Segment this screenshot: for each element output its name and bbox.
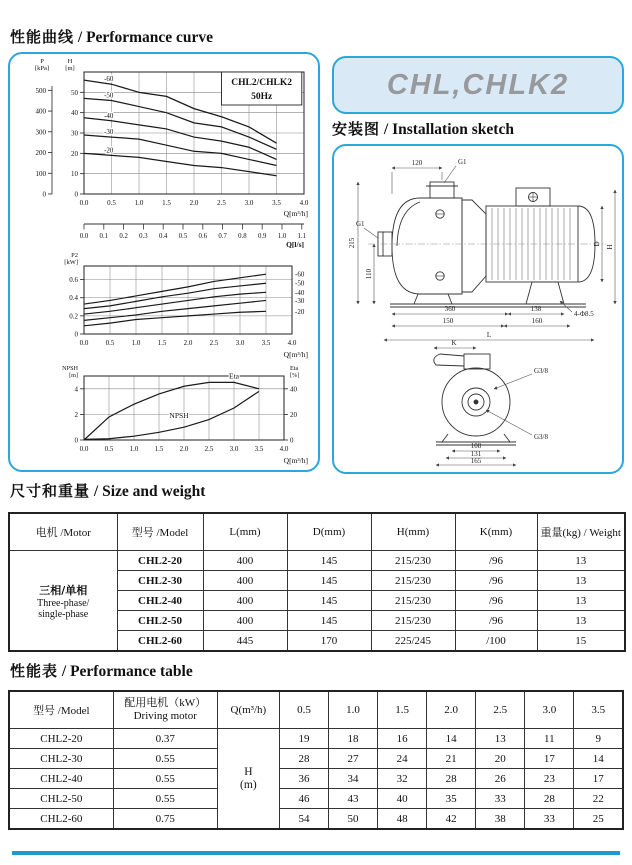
cell-K: /96 xyxy=(455,591,537,611)
brand-title: CHL,CHLK2 xyxy=(386,68,570,101)
x-tick-label: 4.0 xyxy=(287,339,297,347)
cell-model: CHL2-20 xyxy=(117,551,203,571)
y-tick-label: 2 xyxy=(74,410,78,419)
perf-col-model-header: 型号 /Model xyxy=(9,691,113,729)
cell-D: 145 xyxy=(287,551,371,571)
y-axis-title: P2 xyxy=(71,252,78,259)
perf-col-flow-header: 2.0 xyxy=(427,691,476,729)
perf-col-flow-header: 0.5 xyxy=(279,691,328,729)
scale-tick-label: 1.0 xyxy=(277,233,287,240)
x-tick-label: 2.0 xyxy=(189,199,199,207)
chart-subtitle: 50Hz xyxy=(251,92,273,102)
motor-group-line: 三相/单相 xyxy=(39,583,88,597)
heading-zh: 性能曲线 xyxy=(10,28,75,46)
cell-D: 145 xyxy=(287,571,371,591)
scale-tick-label: 0.4 xyxy=(158,233,168,240)
series-label-NPSH: NPSH xyxy=(169,411,189,421)
scale-tick-label: 0.0 xyxy=(79,233,89,240)
heading-size-weight xyxy=(10,480,205,501)
table-row xyxy=(9,551,625,571)
motor-header-en: Driving motor xyxy=(133,710,197,722)
p-tick-label: 300 xyxy=(35,128,46,137)
series-label--20: -20 xyxy=(104,146,114,155)
motor-header-zh: 配用电机（kW） xyxy=(124,697,207,709)
size-col-header: H(mm) xyxy=(371,513,455,551)
cell-head-value: 34 xyxy=(328,769,377,789)
scale-tick-label: 0.3 xyxy=(139,233,148,240)
cell-head-value: 48 xyxy=(378,809,427,830)
series-line--20 xyxy=(84,153,277,175)
heading-separator: / xyxy=(58,663,71,680)
series-label--40: -40 xyxy=(104,111,114,120)
x-axis-title: Q[m³/h] xyxy=(283,456,308,465)
cell-model: CHL2-30 xyxy=(117,571,203,591)
size-col-header: L(mm) xyxy=(203,513,287,551)
cell-head-value: 50 xyxy=(328,809,377,830)
cell-head-value: 26 xyxy=(476,769,525,789)
cell-head-value: 17 xyxy=(574,769,623,789)
y-tick-label: 50 xyxy=(71,88,78,97)
y-tick-label: 0 xyxy=(74,436,78,445)
x-tick-label: 1.5 xyxy=(154,445,164,453)
cell-weight: 13 xyxy=(537,611,625,631)
series-line--50 xyxy=(84,98,277,149)
scale-tick-label: 1.1 xyxy=(297,233,307,240)
x-tick-label: 1.0 xyxy=(131,339,141,347)
cell-head-value: 32 xyxy=(378,769,427,789)
dim-foot-span-a: 360 xyxy=(444,305,456,313)
table-row xyxy=(9,769,623,789)
footer-rule xyxy=(12,851,620,855)
series-label--40: -40 xyxy=(295,288,305,297)
p-axis-title: P xyxy=(40,58,44,65)
x-tick-label: 2.5 xyxy=(209,339,219,347)
heading-performance-curve xyxy=(10,26,213,47)
size-weight-table xyxy=(8,512,626,652)
x-tick-label: 1.0 xyxy=(129,445,139,453)
cell-K: /100 xyxy=(455,631,537,652)
p-tick-label: 200 xyxy=(35,149,46,158)
series-label--50: -50 xyxy=(295,279,305,288)
scale-tick-label: 0.9 xyxy=(257,233,267,240)
dim-height-total: 215 xyxy=(348,237,356,249)
scale-tick-label: 0.1 xyxy=(99,233,109,240)
cell-head-value: 21 xyxy=(427,749,476,769)
y2-tick-label: 40 xyxy=(290,385,297,394)
heading-separator: / xyxy=(380,121,393,138)
series-label--60: -60 xyxy=(104,75,114,84)
pump-front-view xyxy=(434,354,516,445)
cell-weight: 13 xyxy=(537,551,625,571)
cell-weight: 15 xyxy=(537,631,625,652)
cell-head-value: 27 xyxy=(328,749,377,769)
x-tick-label: 0.0 xyxy=(79,339,89,347)
dim-foot-span-d: 160 xyxy=(531,317,543,325)
y-tick-label: 30 xyxy=(71,129,78,138)
heading-en: Performance curve xyxy=(86,29,214,46)
cell-motor-kw: 0.55 xyxy=(113,789,217,809)
cell-motor-kw: 0.37 xyxy=(113,729,217,749)
x-tick-label: 0.0 xyxy=(79,445,89,453)
x-tick-label: 2.0 xyxy=(179,445,189,453)
series-line--50 xyxy=(84,283,266,308)
table-row xyxy=(9,809,623,830)
dim-height-inlet: 110 xyxy=(365,268,373,280)
y-tick-label: 0.2 xyxy=(69,312,78,321)
x-axis-title: Q[m³/h] xyxy=(283,350,308,359)
p-tick-label: 100 xyxy=(35,169,46,178)
cell-K: /96 xyxy=(455,571,537,591)
cell-head-value: 38 xyxy=(476,809,525,830)
series-line--60 xyxy=(84,274,266,304)
cell-head-value: 28 xyxy=(279,749,328,769)
scale-axis-title: Q[l/s] xyxy=(286,240,304,248)
y-tick-label: 0.4 xyxy=(69,294,78,303)
cell-head-value: 23 xyxy=(525,769,574,789)
dim-top-port: G1 xyxy=(458,158,467,166)
series-label--60: -60 xyxy=(295,270,305,279)
heading-separator: / xyxy=(90,483,103,500)
cell-model: CHL2-60 xyxy=(117,631,203,652)
y-axis-title: [m] xyxy=(69,372,78,379)
y-axis-title: [m] xyxy=(65,65,75,72)
y2-tick-label: 0 xyxy=(290,436,294,445)
p-axis-title: [kPa] xyxy=(34,65,50,72)
cell-head-value: 16 xyxy=(378,729,427,749)
dim-base-b: 131 xyxy=(470,450,482,458)
cell-head-value: 24 xyxy=(378,749,427,769)
cell-L: 400 xyxy=(203,611,287,631)
cell-head-value: 54 xyxy=(279,809,328,830)
y-tick-label: 0.6 xyxy=(69,276,78,285)
cell-model: CHL2-50 xyxy=(117,611,203,631)
series-label--30: -30 xyxy=(295,296,305,305)
x-tick-label: 3.5 xyxy=(272,199,281,207)
cell-motor-kw: 0.55 xyxy=(113,769,217,789)
x-tick-label: 1.5 xyxy=(157,339,167,347)
x-tick-label: 3.0 xyxy=(244,199,254,207)
perf-col-flow-header: 1.5 xyxy=(378,691,427,729)
perf-col-motor-header xyxy=(113,691,217,729)
cell-head-value: 40 xyxy=(378,789,427,809)
p-tick-label: 0 xyxy=(42,190,46,199)
npsh-eta-chart xyxy=(12,364,312,466)
cell-head-value: 25 xyxy=(574,809,623,830)
cell-L: 400 xyxy=(203,591,287,611)
head-unit-cell xyxy=(217,729,279,830)
dim-inlet-port: G1 xyxy=(356,220,365,228)
perf-col-flow-header: 2.5 xyxy=(476,691,525,729)
p-tick-label: 400 xyxy=(35,107,46,116)
cell-head-value: 43 xyxy=(328,789,377,809)
y2-tick-label: 20 xyxy=(290,410,297,419)
x-tick-label: 4.0 xyxy=(299,199,309,207)
cell-head-value: 20 xyxy=(476,749,525,769)
cell-head-value: 33 xyxy=(525,809,574,830)
series-label-Eta: Eta xyxy=(229,371,239,381)
perf-col-q-header: Q(m³/h) xyxy=(217,691,279,729)
y-axis-title: H xyxy=(67,58,73,65)
cell-head-value: 14 xyxy=(574,749,623,769)
p-tick-label: 500 xyxy=(35,86,46,95)
dim-plug-top: G3/8 xyxy=(534,367,548,375)
cell-model: CHL2-20 xyxy=(9,729,113,749)
heading-en: Size and weight xyxy=(102,483,206,500)
scale-tick-label: 0.7 xyxy=(218,233,227,240)
cell-head-value: 17 xyxy=(525,749,574,769)
cell-L: 400 xyxy=(203,571,287,591)
x-tick-label: 2.5 xyxy=(204,445,214,453)
heading-installation-sketch xyxy=(332,118,514,139)
table-row xyxy=(9,749,623,769)
power-chart xyxy=(12,250,312,362)
size-col-header: 电机 /Motor xyxy=(9,513,117,551)
cell-head-value: 35 xyxy=(427,789,476,809)
x-tick-label: 0.5 xyxy=(104,445,114,453)
heading-zh: 性能表 xyxy=(10,662,59,680)
cell-model: CHL2-60 xyxy=(9,809,113,830)
dim-base-c: 165 xyxy=(470,457,482,465)
cell-model: CHL2-40 xyxy=(9,769,113,789)
scale-tick-label: 0.5 xyxy=(178,233,188,240)
cell-weight: 13 xyxy=(537,591,625,611)
cell-head-value: 11 xyxy=(525,729,574,749)
y-tick-label: 10 xyxy=(71,170,78,179)
cell-H: 215/230 xyxy=(371,571,455,591)
cell-head-value: 13 xyxy=(476,729,525,749)
series-label--20: -20 xyxy=(295,307,305,316)
y-tick-label: 0 xyxy=(74,190,78,199)
head-unit-line: H xyxy=(244,765,253,778)
heading-zh: 尺寸和重量 xyxy=(10,482,91,500)
cell-head-value: 14 xyxy=(427,729,476,749)
cell-head-value: 36 xyxy=(279,769,328,789)
series-line--30 xyxy=(84,300,266,320)
perf-col-flow-header: 3.0 xyxy=(525,691,574,729)
heading-zh: 安装图 xyxy=(332,120,381,138)
size-col-header: K(mm) xyxy=(455,513,537,551)
perf-col-flow-header: 1.0 xyxy=(328,691,377,729)
cell-head-value: 28 xyxy=(427,769,476,789)
y-axis-title: [kW] xyxy=(64,259,78,266)
x-tick-label: 0.5 xyxy=(107,199,116,207)
cell-head-value: 33 xyxy=(476,789,525,809)
cell-H: 215/230 xyxy=(371,611,455,631)
dim-foot-span-b: 138 xyxy=(530,305,542,313)
size-col-header: 型号 /Model xyxy=(117,513,203,551)
motor-group-line: Three-phase/ xyxy=(37,597,90,609)
cell-model: CHL2-50 xyxy=(9,789,113,809)
cell-model: CHL2-30 xyxy=(9,749,113,769)
heading-separator: / xyxy=(74,29,87,46)
dimension-labels xyxy=(348,158,614,465)
cell-D: 170 xyxy=(287,631,371,652)
performance-table xyxy=(8,690,624,830)
y-tick-label: 20 xyxy=(71,149,78,158)
y-tick-label: 0 xyxy=(74,330,78,339)
cell-head-value: 22 xyxy=(574,789,623,809)
series-label--50: -50 xyxy=(104,91,114,100)
cell-head-value: 28 xyxy=(525,789,574,809)
x-axis-title: Q[m³/h] xyxy=(283,209,308,218)
x-tick-label: 3.5 xyxy=(261,339,271,347)
x-tick-label: 0.0 xyxy=(79,199,89,207)
y2-axis-title: Eta xyxy=(290,365,299,372)
scale-tick-label: 0.2 xyxy=(119,233,128,240)
cell-head-value: 46 xyxy=(279,789,328,809)
dim-k-width: K xyxy=(451,339,457,347)
x-tick-label: 2.0 xyxy=(183,339,193,347)
cell-motor-kw: 0.75 xyxy=(113,809,217,830)
performance-curve-panel xyxy=(8,52,320,472)
cell-head-value: 42 xyxy=(427,809,476,830)
dim-foot-span-c: 150 xyxy=(442,317,454,325)
chart-title: CHL2/CHLK2 xyxy=(231,78,293,88)
x-tick-label: 2.5 xyxy=(217,199,226,207)
x-tick-label: 3.5 xyxy=(254,445,264,453)
cell-H: 215/230 xyxy=(371,591,455,611)
heading-en: Installation sketch xyxy=(392,121,514,138)
head-flow-chart xyxy=(12,56,312,218)
cell-K: /96 xyxy=(455,551,537,571)
dim-motor-diameter: D xyxy=(593,241,601,247)
x-tick-label: 1.0 xyxy=(134,199,144,207)
cell-motor-kw: 0.55 xyxy=(113,749,217,769)
y-tick-label: 40 xyxy=(71,109,78,118)
y2-axis-title: [%] xyxy=(290,372,300,379)
cell-head-value: 18 xyxy=(328,729,377,749)
cell-head-value: 19 xyxy=(279,729,328,749)
series-label--30: -30 xyxy=(104,128,114,137)
size-col-header: 重量(kg) / Weight xyxy=(537,513,625,551)
cell-model: CHL2-40 xyxy=(117,591,203,611)
x-tick-label: 0.5 xyxy=(105,339,115,347)
perf-col-flow-header: 3.5 xyxy=(574,691,623,729)
cell-D: 145 xyxy=(287,611,371,631)
series-line--20 xyxy=(84,311,266,326)
y-axis-title: NPSH xyxy=(62,365,78,372)
dim-length: L xyxy=(486,331,492,339)
dim-plug-bottom: G3/8 xyxy=(534,433,548,441)
table-row xyxy=(9,729,623,749)
flow-ls-scale xyxy=(12,220,312,248)
x-tick-label: 4.0 xyxy=(279,445,289,453)
motor-group-cell xyxy=(9,551,117,652)
head-unit-line: (m) xyxy=(240,778,257,791)
x-tick-label: 1.5 xyxy=(162,199,171,207)
installation-sketch-panel xyxy=(332,144,624,474)
cell-head-value: 9 xyxy=(574,729,623,749)
brand-title-box xyxy=(332,56,624,114)
cell-H: 215/230 xyxy=(371,551,455,571)
cell-L: 445 xyxy=(203,631,287,652)
cell-K: /96 xyxy=(455,611,537,631)
x-tick-label: 3.0 xyxy=(229,445,239,453)
dim-base-a: 108 xyxy=(470,442,482,450)
cell-H: 225/245 xyxy=(371,631,455,652)
pump-side-view xyxy=(368,182,606,307)
scale-tick-label: 0.8 xyxy=(238,233,247,240)
pump-drawing xyxy=(334,148,622,468)
dim-height-overall: H xyxy=(606,244,614,250)
motor-group-line: single-phase xyxy=(38,608,89,620)
size-col-header: D(mm) xyxy=(287,513,371,551)
dim-holes: 4-Φ8.5 xyxy=(574,310,594,318)
cell-weight: 13 xyxy=(537,571,625,591)
table-row xyxy=(9,789,623,809)
heading-performance-table xyxy=(10,660,193,681)
cell-L: 400 xyxy=(203,551,287,571)
dim-top-width: 120 xyxy=(411,159,423,167)
x-tick-label: 3.0 xyxy=(235,339,245,347)
cell-D: 145 xyxy=(287,591,371,611)
y-tick-label: 4 xyxy=(74,385,78,394)
heading-en: Performance table xyxy=(70,663,193,680)
scale-tick-label: 0.6 xyxy=(198,233,208,240)
